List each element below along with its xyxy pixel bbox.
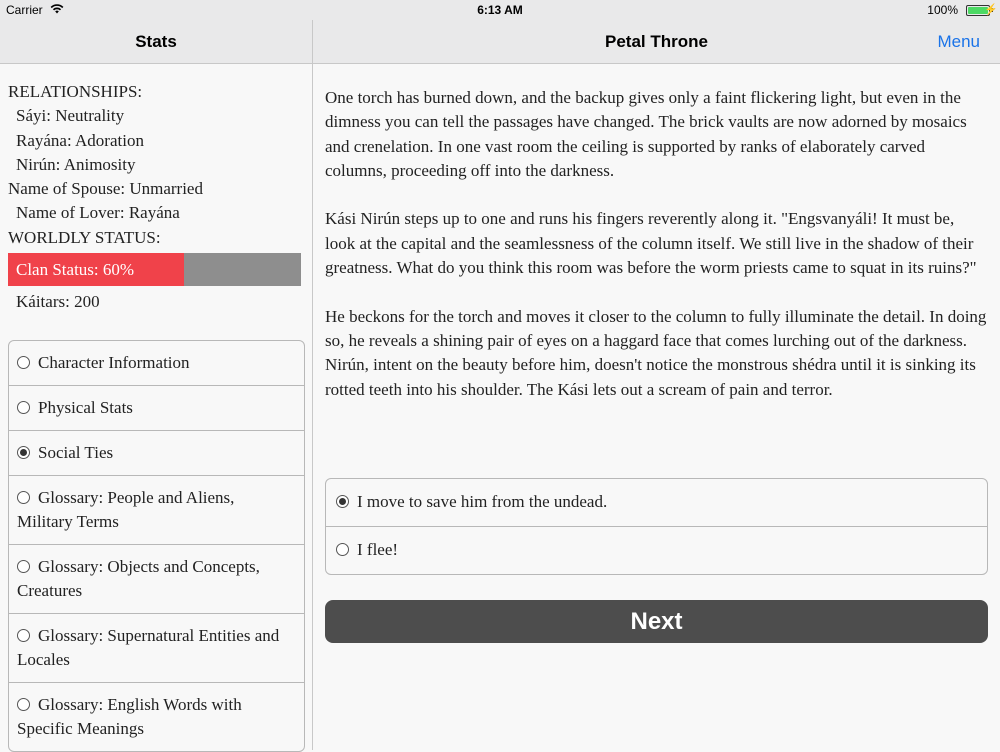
choice-label: I flee!	[357, 540, 399, 559]
stats-category-list	[8, 340, 305, 752]
choice-list	[325, 478, 988, 575]
relationship-nirun: Nirún: Animosity	[16, 154, 136, 174]
spouse-stat: Name of Spouse: Unmarried	[8, 179, 203, 199]
category-glossary-people[interactable]	[9, 475, 304, 544]
category-label: Physical Stats	[38, 398, 133, 417]
kaitars-stat: Káitars: 200	[16, 292, 100, 312]
clock: 6:13 AM	[477, 3, 523, 17]
relationship-rayana: Rayána: Adoration	[16, 130, 144, 150]
story-paragraph: He beckons for the torch and moves it closer to the column to fully illuminate the detail. In doing so, he reveals a shining pair of eyes on a haggard face that comes lurching out of the darkness. Nirún, intent on the beauty before him, doesn't notice the monstrous shédra until it is sinking its rotted teeth into his shoulder. The Kási lets out a scream of pain and terror.	[325, 306, 987, 399]
radio-selected-icon	[17, 446, 30, 459]
story-text	[325, 86, 988, 426]
story-paragraph: Kási Nirún steps up to one and runs his fingers reverently along it. "Engsvanyáli! It must be, look at the capital and the seamlessness of the column itself. We still live in the shadow of their greatness. What do you think this room was before the worm priests came to squat in its ruins?"	[325, 209, 977, 278]
choice-label: I move to save him from the undead.	[357, 492, 608, 511]
choice-flee[interactable]	[326, 526, 987, 574]
category-label: Glossary: Objects and Concepts, Creatures	[17, 557, 260, 600]
category-label: Glossary: Supernatural Entities and Locales	[17, 626, 280, 669]
category-physical-stats[interactable]	[9, 385, 304, 430]
menu-button[interactable]: Menu	[937, 32, 980, 51]
relationship-sayi: Sáyi: Neutrality	[16, 106, 125, 126]
stats-title: Stats	[135, 32, 177, 51]
category-glossary-supernatural[interactable]	[9, 613, 304, 682]
radio-icon	[17, 560, 30, 573]
story-nav-bar	[313, 20, 1000, 64]
story-title: Petal Throne	[605, 32, 708, 51]
category-label: Glossary: People and Aliens, Military Terms	[17, 488, 235, 531]
pane-divider	[312, 20, 313, 750]
charging-icon: ⚡	[984, 4, 998, 16]
category-glossary-english[interactable]	[9, 682, 304, 751]
radio-icon	[17, 356, 30, 369]
status-bar	[0, 0, 1000, 20]
radio-selected-icon	[336, 495, 349, 508]
stats-panel	[8, 80, 303, 314]
category-glossary-objects[interactable]	[9, 544, 304, 613]
next-button[interactable]: Next	[325, 600, 988, 643]
relationships-header: RELATIONSHIPS:	[8, 82, 143, 101]
category-character-information[interactable]	[9, 341, 304, 385]
category-social-ties[interactable]	[9, 430, 304, 475]
category-label: Glossary: English Words with Specific Meanings	[17, 695, 242, 738]
story-paragraph: One torch has burned down, and the backup gives only a faint flickering light, but even in the dimness you can tell the passages have changed. The brick vaults are now adorned by mosaics and crenelation. In one vast room the ceiling is supported by ranks of elaborately carved columns, proceeding off into the darkness.	[325, 88, 967, 180]
worldly-status-header: WORLDLY STATUS:	[8, 227, 161, 247]
stats-nav-bar	[0, 20, 312, 64]
radio-icon	[336, 543, 349, 556]
choice-save-him[interactable]	[326, 479, 987, 526]
lover-stat: Name of Lover: Rayána	[16, 203, 180, 223]
carrier-label: Carrier	[6, 3, 43, 17]
battery-percent: 100%	[927, 3, 958, 17]
category-label: Social Ties	[38, 443, 114, 462]
radio-icon	[17, 629, 30, 642]
radio-icon	[17, 401, 30, 414]
clan-status-label: Clan Status: 60%	[16, 260, 135, 280]
radio-icon	[17, 491, 30, 504]
category-label: Character Information	[38, 353, 190, 372]
radio-icon	[17, 698, 30, 711]
clan-status-bar	[8, 253, 301, 286]
